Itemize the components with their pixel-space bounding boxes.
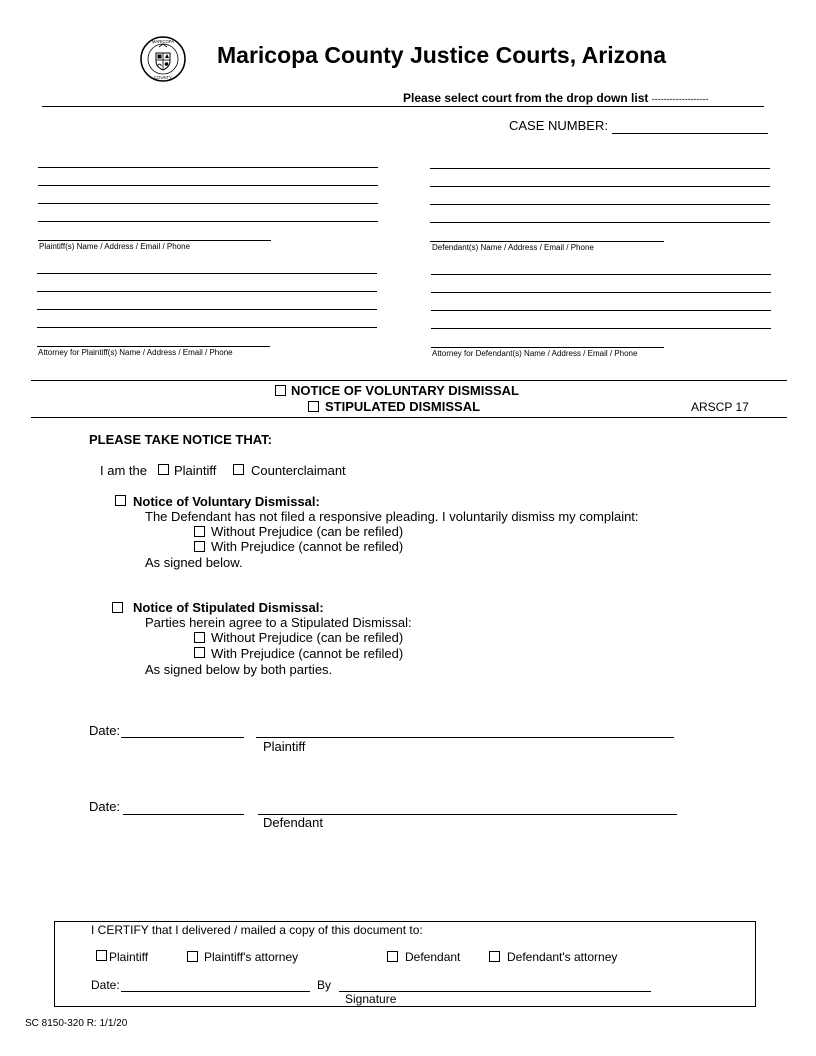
plaintiff-attorney-line-1[interactable]: [37, 273, 377, 274]
certify-defendant-checkbox[interactable]: [387, 951, 398, 962]
case-number-field[interactable]: [612, 133, 768, 134]
plaintiff-attorney-caption: Attorney for Plaintiff(s) Name / Address / Email / Phone: [38, 348, 233, 357]
plaintiff-signature-label: Plaintiff: [263, 739, 306, 754]
voluntary-dismissal-checkbox[interactable]: [115, 495, 126, 506]
counterclaimant-role-checkbox[interactable]: [233, 464, 244, 475]
voluntary-dismissal-heading: Notice of Voluntary Dismissal:: [133, 494, 320, 509]
certify-defendant-label: Defendant: [405, 950, 461, 964]
voluntary-without-prejudice-label: Without Prejudice (can be refiled): [211, 524, 404, 539]
certify-plaintiff-label: Plaintiff: [109, 950, 149, 964]
voluntary-without-prejudice-checkbox[interactable]: [194, 526, 205, 537]
header-divider: [42, 106, 764, 107]
defendant-attorney-caption-line: [431, 347, 664, 348]
plaintiff-line-4[interactable]: [38, 221, 378, 222]
defendant-line-1[interactable]: [430, 168, 770, 169]
certify-plaintiff-attorney-label: Plaintiff's attorney: [204, 950, 299, 964]
plaintiff-line-3[interactable]: [38, 203, 378, 204]
plaintiff-caption: Plaintiff(s) Name / Address / Email / Phone: [39, 242, 191, 251]
plaintiff-attorney-line-2[interactable]: [37, 291, 377, 292]
defendant-date-field[interactable]: [123, 814, 244, 815]
rule-reference: ARSCP 17: [691, 400, 749, 414]
svg-text:MARICOPA: MARICOPA: [151, 39, 175, 44]
defendant-line-2[interactable]: [430, 186, 770, 187]
certify-text: I CERTIFY that I delivered / mailed a copy of this document to:: [91, 923, 423, 937]
court-select-label: Please select court from the drop down list: [403, 91, 649, 105]
stipulated-dismissal-title-checkbox[interactable]: [308, 401, 319, 412]
certify-plaintiff-checkbox[interactable]: [96, 950, 107, 961]
certify-date-label: Date:: [91, 978, 120, 992]
defendant-attorney-caption: Attorney for Defendant(s) Name / Address / Email / Phone: [432, 349, 638, 358]
stipulated-dismissal-title: STIPULATED DISMISSAL: [325, 399, 481, 414]
defendant-signature-label: Defendant: [263, 815, 323, 830]
plaintiff-date-label: Date:: [89, 723, 121, 738]
plaintiff-signature-field[interactable]: [256, 737, 674, 738]
case-number-label: CASE NUMBER:: [509, 118, 608, 133]
title-band-top: [31, 380, 787, 381]
plaintiff-role-checkbox[interactable]: [158, 464, 169, 475]
voluntary-dismissal-title-checkbox[interactable]: [275, 385, 286, 396]
certify-by-label: By: [317, 978, 332, 992]
voluntary-dismissal-title: NOTICE OF VOLUNTARY DISMISSAL: [291, 383, 519, 398]
defendant-attorney-line-3[interactable]: [431, 310, 771, 311]
plaintiff-role-label: Plaintiff: [174, 463, 217, 478]
stipulated-dismissal-text: Parties herein agree to a Stipulated Dismissal:: [145, 615, 412, 630]
i-am-the-label: I am the: [100, 463, 147, 478]
defendant-attorney-line-2[interactable]: [431, 292, 771, 293]
defendant-date-label: Date:: [89, 799, 121, 814]
certify-defendant-attorney-checkbox[interactable]: [489, 951, 500, 962]
court-select-value: -------------------: [651, 94, 709, 104]
certify-date-field[interactable]: [121, 991, 310, 992]
counterclaimant-role-label: Counterclaimant: [251, 463, 346, 478]
defendant-attorney-line-1[interactable]: [431, 274, 771, 275]
defendant-line-3[interactable]: [430, 204, 770, 205]
plaintiff-attorney-line-4[interactable]: [37, 327, 377, 328]
voluntary-signed-text: As signed below.: [145, 555, 243, 570]
certify-plaintiff-attorney-checkbox[interactable]: [187, 951, 198, 962]
plaintiff-date-field[interactable]: [121, 737, 244, 738]
stipulated-without-prejudice-checkbox[interactable]: [194, 632, 205, 643]
stipulated-signed-text: As signed below by both parties.: [145, 662, 333, 677]
stipulated-without-prejudice-label: Without Prejudice (can be refiled): [211, 630, 404, 645]
svg-text:COUNTY: COUNTY: [154, 75, 172, 80]
plaintiff-line-1[interactable]: [38, 167, 378, 168]
stipulated-dismissal-checkbox[interactable]: [112, 602, 123, 613]
plaintiff-caption-line: [38, 240, 271, 241]
voluntary-with-prejudice-label: With Prejudice (cannot be refiled): [211, 539, 404, 554]
voluntary-dismissal-text: The Defendant has not filed a responsive pleading. I voluntarily dismiss my complaint:: [145, 509, 639, 524]
certify-signature-label: Signature: [345, 992, 397, 1006]
form-code: SC 8150-320 R: 1/1/20: [25, 1018, 128, 1029]
voluntary-with-prejudice-checkbox[interactable]: [194, 541, 205, 552]
plaintiff-attorney-caption-line: [37, 346, 270, 347]
defendant-attorney-line-4[interactable]: [431, 328, 771, 329]
defendant-line-4[interactable]: [430, 222, 770, 223]
page-title: Maricopa County Justice Courts, Arizona: [217, 42, 666, 68]
county-seal-icon: [140, 36, 186, 82]
defendant-caption: Defendant(s) Name / Address / Email / Phone: [432, 243, 594, 252]
title-band-bottom: [31, 417, 787, 418]
plaintiff-attorney-line-3[interactable]: [37, 309, 377, 310]
plaintiff-line-2[interactable]: [38, 185, 378, 186]
defendant-caption-line: [430, 241, 664, 242]
notice-heading: PLEASE TAKE NOTICE THAT:: [89, 432, 272, 447]
stipulated-with-prejudice-checkbox[interactable]: [194, 647, 205, 658]
stipulated-with-prejudice-label: With Prejudice (cannot be refiled): [211, 646, 404, 661]
stipulated-dismissal-heading: Notice of Stipulated Dismissal:: [133, 600, 324, 615]
certify-defendant-attorney-label: Defendant's attorney: [507, 950, 618, 964]
court-select[interactable]: [403, 91, 709, 105]
